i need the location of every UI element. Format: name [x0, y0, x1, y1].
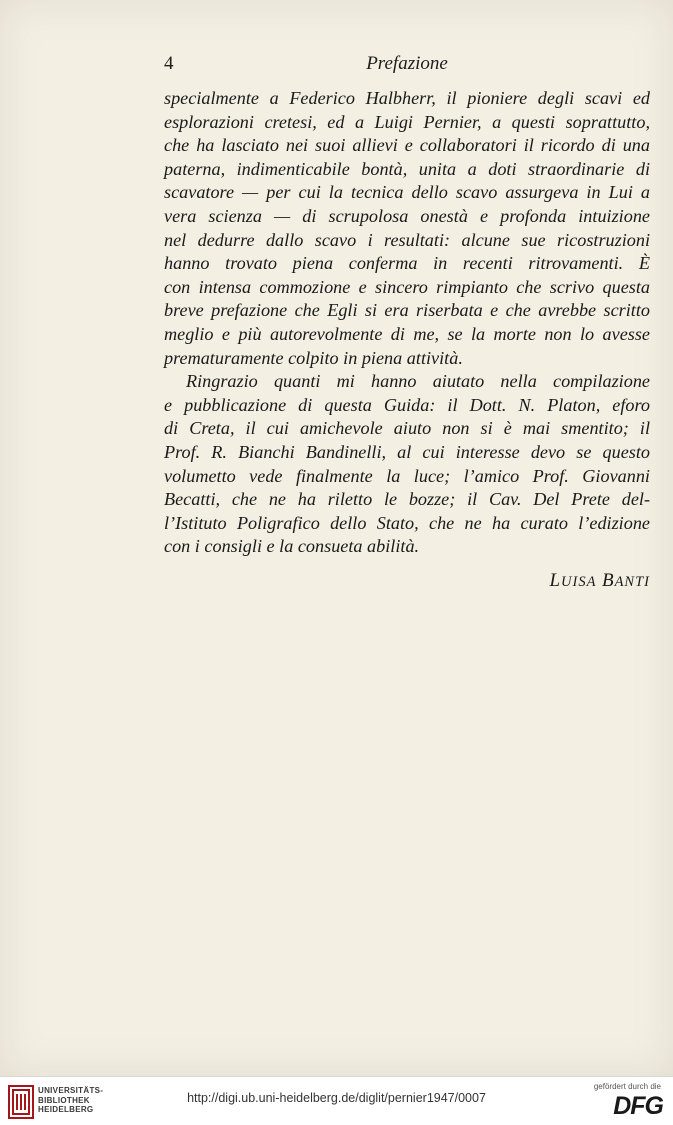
viewer-footer [0, 1076, 673, 1125]
text-line: di Creta, il cui amichevole aiuto non si è mai smentito; il [164, 418, 650, 439]
signature-last-initial: B [601, 570, 615, 591]
text-line: con intensa commozione e sincero rimpianto che scrivo questa [164, 276, 650, 297]
text-line: esplorazioni cretesi, ed a Luigi Pernier, a questi soprattutto, [164, 111, 650, 132]
signature-last-rest: ANTI [614, 574, 650, 590]
text-line: vera scienza — di scrupolosa onestà e profonda intuizione [164, 205, 650, 226]
signature-first-initial: L [549, 570, 562, 591]
funded-by-label: gefördert durch die [593, 1082, 661, 1091]
library-line-2: BIBLIOTHEK [38, 1095, 90, 1105]
page-number: 4 [164, 53, 174, 74]
page-header [164, 53, 650, 75]
text-line: e pubblicazione di questa Guida: il Dott. N. Platon, eforo [164, 394, 650, 415]
text-line: che ha lasciato nei suoi allievi e collaboratori il ricordo di una [164, 135, 650, 156]
text-line: prematuramente colpito in piena attività. [164, 347, 463, 368]
text-line: hanno trovato piena conferma in recenti ritrovamenti. È [164, 253, 650, 274]
library-line-3: HEIDELBERG [38, 1105, 94, 1114]
running-title: Prefazione [366, 53, 448, 74]
paragraph-2 [164, 370, 650, 559]
permalink-url[interactable]: http://digi.ub.uni-heidelberg.de/diglit/pernier1947/0007 [187, 1091, 486, 1105]
text-line: specialmente a Federico Halbherr, il pioniere degli scavi ed [164, 88, 650, 108]
signature-first-rest: UISA [561, 574, 597, 590]
author-signature [549, 570, 650, 592]
text-line: con i consigli e la consueta abilità. [164, 536, 420, 557]
dfg-logo: DFG [613, 1092, 663, 1120]
text-line: Ringrazio quanti mi hanno aiutato nella compilazione [186, 371, 650, 392]
text-line: l’Istituto Poligrafico dello Stato, che ne ha curato l’edizione [164, 512, 650, 533]
text-line: Prof. R. Bianchi Bandinelli, al cui interesse devo se questo [164, 441, 650, 462]
text-line: nel dedurre dallo scavo i resultati: alcune sue ricostruzioni [164, 229, 650, 250]
text-line: meglio e più autorevolmente di me, se la morte non lo avesse [164, 323, 650, 344]
text-line: breve prefazione che Egli si era riserbata e che avrebbe scritto [164, 300, 650, 321]
library-line-1: UNIVERSITÄTS- [38, 1086, 104, 1095]
paragraph-1 [164, 87, 650, 370]
body-text [164, 87, 650, 559]
text-line: scavatore — per cui la tecnica dello scavo assurgeva in Lui a [164, 182, 650, 203]
text-line: volumetto vede finalmente la luce; l’amico Prof. Giovanni [164, 465, 650, 486]
text-line: Becatti, che ne ha riletto le bozze; il Cav. Del Prete del- [164, 489, 650, 510]
text-line: paterna, indimenticabile bontà, unita a doti straordinarie di [164, 158, 650, 179]
